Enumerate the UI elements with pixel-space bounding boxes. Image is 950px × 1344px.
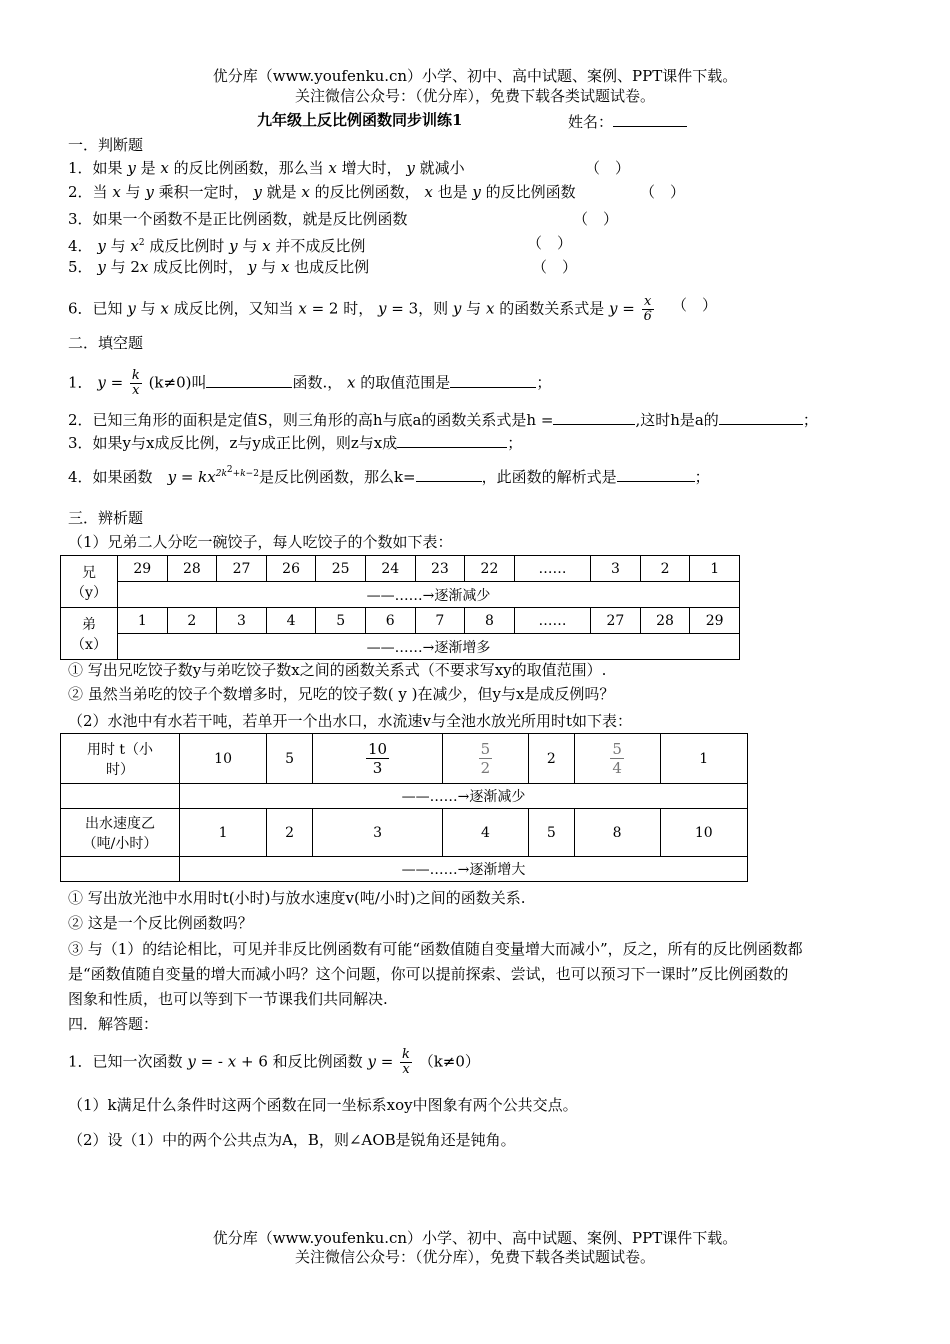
table-cell: 10 xyxy=(180,734,267,784)
table-cell: 24 xyxy=(365,556,415,582)
fill-q4: 4．如果函数 $y = kx^{2k^2+k-2}$是反比例函数，那么k= ，此函数的解析式是 ； xyxy=(68,465,710,486)
row-label-brother: 兄 （y） xyxy=(61,556,118,608)
section-2-heading: 二．填空题 xyxy=(68,334,144,352)
judge-q4: 4． y 与 $x^2$ 成反比例时 y 与 x 并不成反比例 xyxy=(68,237,366,255)
table-cell: 4 xyxy=(443,809,529,857)
table-cell: 1 xyxy=(180,809,267,857)
table-cell: 2 xyxy=(528,734,574,784)
part2-q1: ① 写出放光池中水用时t(小时)与放水速度v(吨/小时)之间的函数关系. xyxy=(68,889,526,907)
water-table xyxy=(60,733,748,882)
judge-q2: 2．当 x 与 y 乘积一定时， y 就是 x 的反比例函数， x 也是 y 的反比例函数 xyxy=(68,183,576,201)
part1-intro: （1）兄弟二人分吃一碗饺子，每人吃饺子的个数如下表： xyxy=(68,533,453,551)
judge-q5-paren: （ ） xyxy=(532,258,578,276)
table-cell: 2 xyxy=(640,556,690,582)
table-cell: 25 xyxy=(316,556,366,582)
section-1-heading: 一．判断题 xyxy=(68,136,144,154)
table-cell: 2 xyxy=(167,608,217,634)
table-cell: 4 xyxy=(266,608,316,634)
header-line-2: 关注微信公众号：（优分库），免费下载各类试题试卷。 xyxy=(294,87,655,105)
table-cell: 27 xyxy=(217,556,267,582)
footer-line-1: 优分库（www.youfenku.cn）小学、初中、高中试题、案例、PPT课件下载。 xyxy=(212,1229,738,1247)
table-cell: 3 xyxy=(591,556,641,582)
fill-q3: 3．如果y与x成反比例，z与y成正比例，则z与x成 ； xyxy=(68,431,522,453)
table-cell: 5 xyxy=(528,809,574,857)
trend-decrease: ——……→逐渐减少 xyxy=(180,784,748,809)
judge-q2-paren: （ ） xyxy=(640,183,686,201)
table-cell-frac: $\frac{5}{4}$ xyxy=(574,734,660,784)
judge-q1: 1．如果 y 是 x 的反比例函数，那么当 x 增大时， y 就减小 xyxy=(68,159,465,177)
judge-q5: 5． y 与 2x 成反比例时， y 与 x 也成反比例 xyxy=(68,258,370,276)
section-3-heading: 三．辨析题 xyxy=(68,509,144,527)
table-cell-frac: $\frac{5}{2}$ xyxy=(443,734,529,784)
table-cell: 1 xyxy=(118,608,168,634)
table-cell: 23 xyxy=(415,556,465,582)
table-cell: 10 xyxy=(660,809,747,857)
table-cell: 2 xyxy=(267,809,313,857)
table-cell: 3 xyxy=(217,608,267,634)
trend-decrease: ——……→逐渐减少 xyxy=(118,582,740,608)
solve-q1: 1．已知一次函数 y = - x + 6 和反比例函数 y = $\frac{k}{x}$ （k≠0） xyxy=(68,1047,480,1077)
table-cell: 3 xyxy=(313,809,443,857)
dumpling-table xyxy=(60,555,740,660)
footer-line-2: 关注微信公众号：（优分库），免费下载各类试题试卷。 xyxy=(294,1248,655,1266)
header-line-1: 优分库（www.youfenku.cn）小学、初中、高中试题、案例、PPT课件下载。 xyxy=(212,67,738,85)
table-cell: 5 xyxy=(267,734,313,784)
table-cell: 8 xyxy=(465,608,515,634)
row-label-time: 用时 t（小 时） xyxy=(61,734,180,784)
table-cell: …… xyxy=(514,608,590,634)
row-label-younger-brother: 弟 （x） xyxy=(61,608,118,660)
fill-q2: 2．已知三角形的面积是定值S，则三角形的高h与底a的函数关系式是h = ,这时h是a的 ； xyxy=(68,408,818,430)
judge-q3-paren: （ ） xyxy=(573,210,619,228)
table-cell: 29 xyxy=(690,608,740,634)
table-cell: 22 xyxy=(465,556,515,582)
solve-q1-part1: （1）k满足什么条件时这两个函数在同一坐标系xoy中图象有两个公共交点。 xyxy=(68,1096,578,1114)
trend-increase: ——……→逐渐增多 xyxy=(118,634,740,660)
row-label-speed: 出水速度乙 （吨/小时） xyxy=(61,809,180,857)
frac-x-over-6: $\frac{x}{6}$ xyxy=(643,294,652,324)
table-cell: 7 xyxy=(415,608,465,634)
table-cell: 6 xyxy=(365,608,415,634)
fill-q1: 1． y = $\frac{k}{x}$ (k≠0)叫 函数.， x 的取值范围是 ； xyxy=(68,368,552,398)
part2-q2: ② 这是一个反比例函数吗？ xyxy=(68,914,253,932)
table-cell: 27 xyxy=(591,608,641,634)
judge-q4-paren: （ ） xyxy=(527,234,573,252)
part2-q3-line1: ③ 与（1）的结论相比，可见并非反比例函数有可能“函数值随自变量增大而减小”，反之，所有的反比例函数都 xyxy=(68,940,803,958)
table-cell: 1 xyxy=(690,556,740,582)
judge-q3: 3．如果一个函数不是正比例函数，就是反比例函数 xyxy=(68,210,408,228)
section-4-heading: 四．解答题： xyxy=(68,1015,159,1033)
part2-q3-line3: 图象和性质，也可以等到下一节课我们共同解决. xyxy=(68,990,388,1008)
page-title: 九年级上反比例函数同步训练1 xyxy=(257,111,463,129)
table-cell: 28 xyxy=(640,608,690,634)
table-cell: …… xyxy=(514,556,590,582)
table-cell: 26 xyxy=(266,556,316,582)
table-cell: 5 xyxy=(316,608,366,634)
name-field: 姓名： xyxy=(568,110,687,132)
part1-q1: ① 写出兄吃饺子数y与弟吃饺子数x之间的函数关系式（不要求写xy的取值范围）. xyxy=(68,661,607,679)
part2-intro: （2）水池中有水若干吨，若单开一个出水口，水流速v与全池水放光所用时t如下表： xyxy=(68,712,633,730)
table-cell: 29 xyxy=(118,556,168,582)
judge-q1-paren: （ ） xyxy=(585,159,631,177)
table-cell-frac: $\frac{10}{3}$ xyxy=(313,734,443,784)
part1-q2: ② 虽然当弟吃的饺子个数增多时，兄吃的饺子数( y )在减少，但y与x是成反例吗？ xyxy=(68,685,615,703)
trend-increase: ——……→逐渐增大 xyxy=(180,857,748,882)
part2-q3-line2: 是“函数值随自变量的增大而减小吗？这个问题，你可以提前探索、尝试，也可以预习下一课时”反比例函数的 xyxy=(68,965,789,983)
table-cell: 1 xyxy=(660,734,747,784)
solve-q1-part2: （2）设（1）中的两个公共点为A，B，则∠AOB是锐角还是钝角。 xyxy=(68,1131,516,1149)
table-cell: 8 xyxy=(574,809,660,857)
judge-q6: 6．已知 y 与 x 成反比例，又知当 x = 2 时， y = 3，则 y 与 x 的函数关系式是 y = $\frac{x}{6}$ xyxy=(68,294,652,324)
judge-q6-paren: （ ） xyxy=(672,296,718,314)
table-cell: 28 xyxy=(167,556,217,582)
